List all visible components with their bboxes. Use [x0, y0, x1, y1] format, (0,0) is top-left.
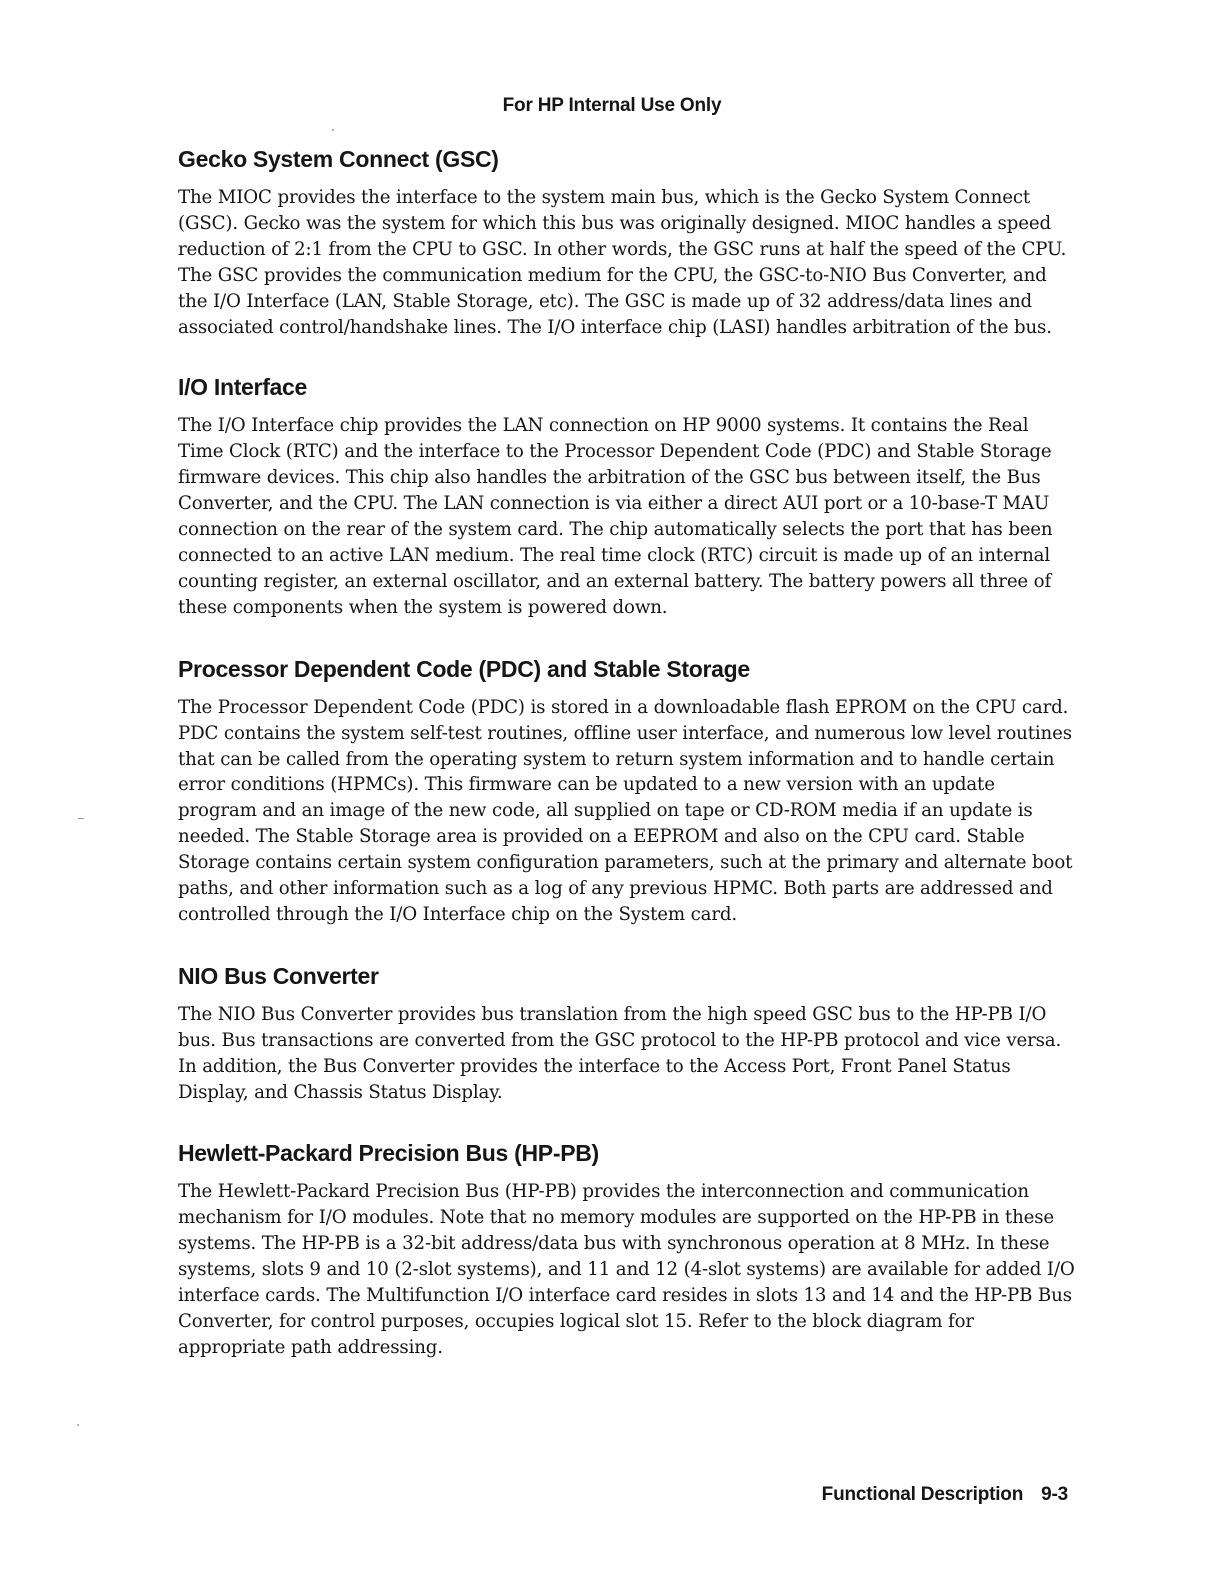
section-heading: Processor Dependent Code (PDC) and Stable Storage: [178, 655, 750, 682]
section-nio-bus-converter: [178, 961, 1078, 1106]
scan-speck: [332, 129, 334, 131]
section-paragraph: The MIOC provides the interface to the system main bus, which is the Gecko System Connect (GSC). Gecko was the system for which this bus was originally designed. MIOC handles a speed reduction of 2:1 from the CPU to GSC. In other words, the GSC runs at half the speed of the CPU. The GSC provides the communication medium for the CPU, the GSC-to-NIO Bus Converter, and the I/O Interface (LAN, Stable Storage, etc). The GSC is made up of 32 address/data lines and associated control/handshake lines. The I/O interface chip (LASI) handles arbitration of the bus.: [178, 187, 1067, 338]
section-heading: I/O Interface: [178, 374, 308, 401]
section-hp-pb: [178, 1138, 1078, 1360]
document-body: [178, 144, 1078, 1361]
section-paragraph: The Processor Dependent Code (PDC) is stored in a downloadable flash EPROM on the CPU card. PDC contains the system self-test routines, offline user interface, and numerous low level routines that can be called from the operating system to return system information and to handle certain error conditions (HPMCs). This firmware can be updated to a new version with an update program and an image of the new code, all supplied on tape or CD-ROM media if an update is needed. The Stable Storage area is provided on a EEPROM and also on the CPU card. Stable Storage contains certain system configuration parameters, such at the primary and alternate boot paths, and other information such as a log of any previous HPMC. Both parts are addressed and controlled through the I/O Interface chip on the System card.: [178, 696, 1073, 925]
scan-speck: [77, 1424, 79, 1426]
section-gsc: [178, 144, 1078, 340]
footer-section-title: Functional Description: [821, 1484, 1024, 1505]
section-heading: Hewlett-Packard Precision Bus (HP-PB): [178, 1140, 599, 1167]
section-heading: NIO Bus Converter: [178, 962, 379, 989]
internal-use-banner: For HP Internal Use Only: [502, 95, 722, 116]
section-pdc-stable-storage: [178, 654, 1078, 928]
section-heading: Gecko System Connect (GSC): [178, 146, 499, 172]
section-paragraph: The I/O Interface chip provides the LAN connection on HP 9000 systems. It contains the Real Time Clock (RTC) and the interface to the Processor Dependent Code (PDC) and Stable Storage firmware devices. This chip also handles the arbitration of the GSC bus between itself, the Bus Converter, and the CPU. The LAN connection is via either a direct AUI port or a 10-base-T MAU connection on the rear of the system card. The chip automatically selects the port that has been connected to an active LAN medium. The real time clock (RTC) circuit is made up of an internal counting register, an external oscillator, and an external battery. The battery powers all three of these components when the system is powered down.: [178, 415, 1053, 618]
page-number: 9-3: [1041, 1484, 1068, 1505]
section-paragraph: The Hewlett-Packard Precision Bus (HP-PB) provides the interconnection and communication mechanism for I/O modules. Note that no memory modules are supported on the HP-PB in these systems. The HP-PB is a 32-bit address/data bus with synchronous operation at 8 MHz. In these systems, slots 9 and 10 (2-slot systems), and 11 and 12 (4-slot systems) are available for added I/O interface cards. The Multifunction I/O interface card resides in slots 13 and 14 and the HP-PB Bus Converter, for control purposes, occupies logical slot 15. Refer to the block diagram for appropriate path addressing.: [178, 1181, 1075, 1358]
section-io-interface: [178, 372, 1078, 620]
section-paragraph: The NIO Bus Converter provides bus translation from the high speed GSC bus to the HP-PB I/O bus. Bus transactions are converted from the GSC protocol to the HP-PB protocol and vice versa. In addition, the Bus Converter provides the interface to the Access Port, Front Panel Status Display, and Chassis Status Display.: [178, 1003, 1062, 1103]
scan-speck: [78, 818, 84, 819]
page-footer: [822, 1484, 1068, 1506]
